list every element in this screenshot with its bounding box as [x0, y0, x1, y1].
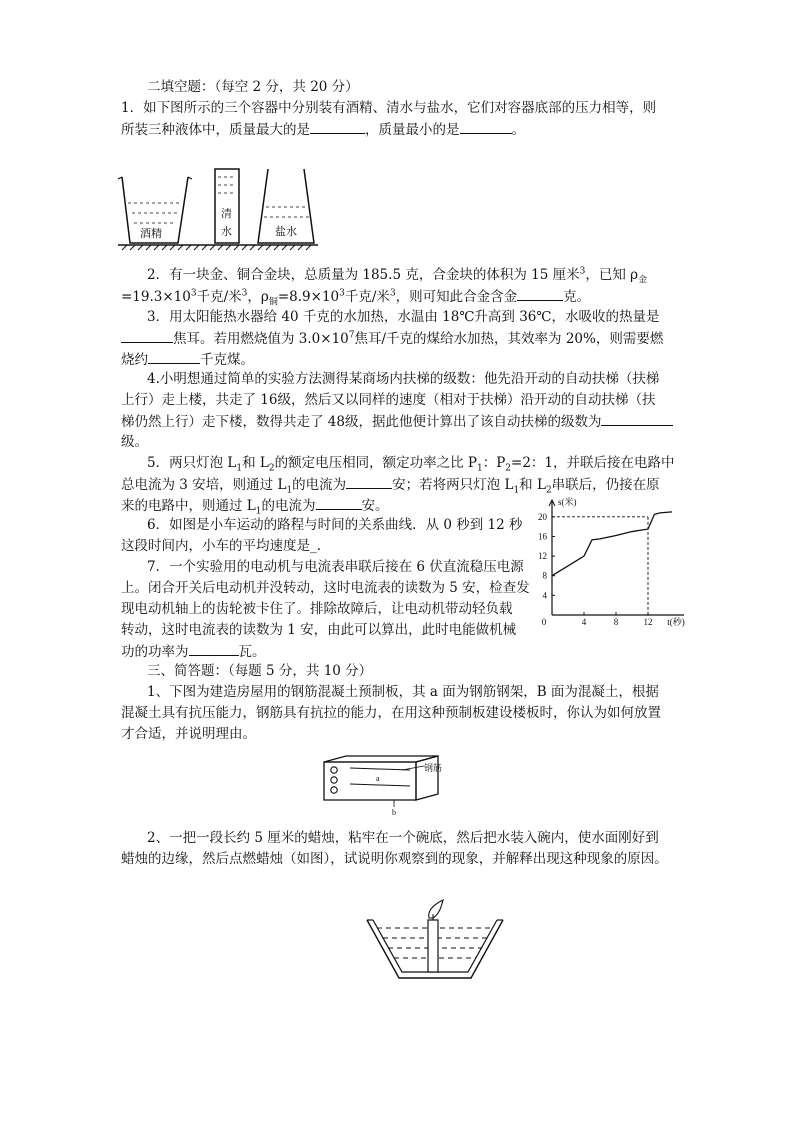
label-water-1: 清: [221, 208, 232, 220]
q5-s3: 1: [476, 463, 483, 474]
q5-t2e: 串联后，仍接在原: [551, 477, 660, 493]
q3-answer-blank-heat[interactable]: [121, 329, 173, 343]
q4-answer-blank[interactable]: [601, 412, 673, 426]
q4-text-3: 梯仍然上行）走下楼，数得共走了 48级，据此他便计算出了该自动扶梯的级数为: [121, 414, 602, 430]
q5-t3b: 的电流为: [261, 498, 316, 514]
q4-line4: 级。: [121, 434, 148, 450]
q5-t1e: =2：1，并联后接在电路中: [511, 455, 675, 471]
q3-line1: 3．用太阳能热水器给 40 千克的水加热，水温由 18℃升高到 36℃，水吸收的热量是: [147, 309, 660, 325]
y-axis-label: s(米): [558, 497, 577, 507]
q5-s4: 2: [505, 463, 512, 474]
q2-sup-2: 3: [190, 288, 197, 299]
sq2-line1: 2、一把一段长约 5 厘米的蜡烛，粘牢在一个碗底，然后把水装入碗内，使水面刚好到: [147, 830, 659, 846]
distance-time-chart: [530, 497, 690, 632]
x-tick-label: 12: [643, 617, 653, 627]
q1-line1: 1．如下图所示的三个容器中分别装有酒精、清水与盐水，它们对容器底部的压力相等，则: [121, 100, 657, 116]
q2-sub-gold: 金: [638, 275, 648, 286]
q5-t1d: ：P: [482, 455, 506, 471]
q1-text-b: ，质量最小的是: [365, 122, 460, 138]
q7-line1: 7．一个实验用的电动机与电流表串联后接在 6 伏直流稳压电源: [147, 559, 524, 575]
q3-line3: [121, 350, 254, 369]
q3-answer-blank-coal[interactable]: [148, 350, 200, 364]
x-tick-label: 4: [581, 617, 587, 627]
q5-t1b: 和 L: [242, 455, 269, 471]
q2-answer-blank[interactable]: [517, 287, 563, 301]
q5-t1c: 的额定电压相同，额定功率之比 P: [274, 455, 477, 471]
q7-t5a: 功的功率为: [121, 644, 189, 660]
q5-s5: 1: [286, 485, 293, 496]
x-tick-label: 8: [613, 617, 619, 627]
q5-answer-blank-parallel[interactable]: [346, 475, 392, 489]
x-tick-label: 0: [541, 617, 547, 627]
q2-sup-3: 3: [241, 288, 248, 299]
y-tick-label: 4: [542, 590, 547, 601]
sq1-line1: 1、下图为建造房屋用的钢筋混凝土预制板，其 a 面为钢筋钢架，B 面为混凝土，根据: [147, 684, 659, 700]
q1-answer-blank-max[interactable]: [310, 120, 365, 134]
q6-line2: 这段时间内，小车的平均速度是_.: [121, 538, 322, 554]
q2-text-2a: =19.3×10: [121, 289, 191, 305]
sq2-line2: 蜡烛的边缘，然后点燃蜡烛（如图），试说明你观察到的现象，并解释出现这种现象的原因。: [121, 851, 668, 867]
sq1-line3: 才合适，并说明理由。: [121, 726, 256, 742]
q5-line1: [147, 454, 675, 472]
q2-text-2f: ，则可知此合金含金: [395, 289, 518, 305]
q5-line3: [121, 496, 389, 515]
label-water-2: 水: [221, 226, 232, 238]
q2-sub-copper: 铜: [268, 297, 278, 308]
q2-text-2c: ，ρ: [247, 289, 269, 305]
q1-text-a: 所装三种液体中，质量最大的是: [121, 122, 310, 138]
q2-sup-1: 3: [579, 266, 586, 277]
y-tick-label: 20: [538, 511, 547, 522]
x-axis-label: t(秒): [667, 617, 685, 627]
short-heading: 三、简答题：（每题 5 分，共 10 分）: [147, 663, 373, 679]
q2-text-2b: 千克/米: [196, 289, 242, 305]
q5-t2d: 和 L: [519, 477, 546, 493]
q2-text-1b: ，已知 ρ: [585, 267, 639, 283]
q5-t3a: 来的电路中，则通过 L: [121, 498, 256, 514]
q5-t2b: 的电流为: [292, 477, 347, 493]
q2-text-1a: 2．有一块金、铜合金块，总质量为 185.5 克，合金块的体积为 15 厘米: [147, 267, 580, 283]
q5-s6: 1: [513, 485, 520, 496]
y-tick-label: 12: [538, 551, 547, 562]
q3-text-2b: 焦耳/千克的煤给水加热，其效率为 20%，则需要燃: [354, 331, 664, 347]
q5-t1a: 5．两只灯泡 L: [147, 455, 237, 471]
precast-slab-figure: [320, 754, 460, 818]
q2-sup-5: 3: [389, 288, 396, 299]
q3-text-3b: 千克煤。: [200, 352, 254, 368]
q5-t2c: 安；若将两只灯泡 L: [392, 477, 514, 493]
q2-line1: [147, 266, 647, 284]
label-saltwater: 盐水: [275, 226, 297, 238]
q5-line2: [121, 475, 660, 494]
q5-s8: 1: [255, 506, 262, 517]
q3-sup: 7: [348, 330, 355, 341]
q3-text-3a: 烧约: [121, 352, 148, 368]
q4-line1: 4.小明想通过简单的实验方法测得某商场内扶梯的级数：他先沿开动的自动扶梯（扶梯: [147, 371, 660, 387]
q5-s2: 2: [268, 463, 275, 474]
q2-text-2g: 克。: [563, 289, 591, 305]
q4-line3: [121, 412, 673, 431]
label-face-b: b: [392, 808, 396, 817]
q7-line2: 上。闭合开关后电动机并没转动，这时电流表的读数为 5 安，检查发: [121, 580, 530, 596]
q5-s7: 2: [545, 485, 552, 496]
q5-t2a: 总电流为 3 安培，则通过 L: [121, 477, 287, 493]
y-tick-label: 8: [542, 570, 547, 581]
q7-line5: [121, 642, 266, 661]
q2-text-2e: 千克/米: [344, 289, 390, 305]
label-alcohol: 酒精: [140, 228, 162, 240]
q1-text-c: 。: [511, 122, 525, 138]
q3-line2: [121, 329, 663, 348]
bowl-candle-figure: [365, 898, 505, 980]
q5-t3c: 安。: [361, 498, 389, 514]
q1-line2: [121, 120, 525, 139]
label-face-a: a: [376, 774, 380, 783]
q5-s1: 1: [236, 463, 243, 474]
y-tick-label: 16: [538, 531, 547, 542]
fill-heading: 二填空题：（每空 2 分，共 20 分）: [147, 79, 359, 95]
q7-t5b: 瓦。: [238, 644, 266, 660]
three-containers-figure: [118, 165, 318, 250]
q2-line2: [121, 287, 590, 306]
q2-sup-4: 3: [339, 288, 345, 299]
series-line: [552, 512, 672, 576]
q5-answer-blank-series[interactable]: [316, 496, 362, 510]
q3-text-2a: 焦耳。若用燃烧值为 3.0×10: [173, 331, 349, 347]
sq1-line2: 混凝土具有抗压能力，钢筋具有抗拉的能力，在用这种预制板建设楼板时，你认为如何放置: [121, 705, 661, 721]
q4-line2: 上行）走上楼，共走了 16级，然后又以同样的速度（相对于扶梯）沿开动的自动扶梯（扶: [121, 392, 656, 408]
label-rebar: 钢筋: [424, 763, 443, 773]
q7-line3: 现电动机轴上的齿轮被卡住了。排除故障后，让电动机带动轻负载: [121, 601, 513, 617]
q7-line4: 转动，这时电流表的读数为 1 安，由此可以算出，此时电能做机械: [121, 622, 517, 638]
q2-text-2d: =8.9×10: [277, 289, 340, 305]
q1-answer-blank-min[interactable]: [460, 120, 512, 134]
q7-answer-blank[interactable]: [189, 642, 239, 656]
q6-line1: 6．如图是小车运动的路程与时间的关系曲线．从 0 秒到 12 秒: [147, 517, 523, 533]
